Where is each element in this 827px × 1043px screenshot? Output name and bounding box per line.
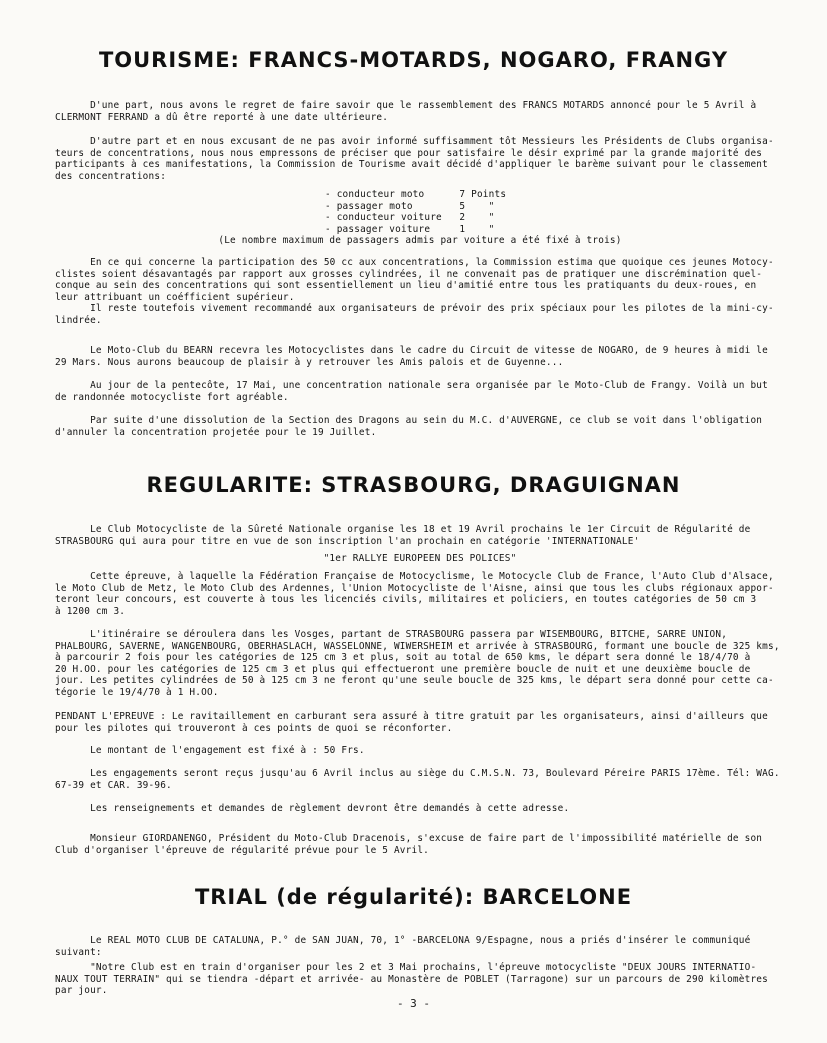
paragraph: En ce qui concerne la participation des 50 cc aux concentrations, la Commission estima que quoique ces jeunes Motocy- clistes soient désavantagés par rapport aux grosses cylindrées, il ne convenait pas de pratiquer une discrémination quel- conque au sein des concentrations qui sont essentiellement un lieu d'amitié entre tous les pratiquants du deux-roues, en leur attribuant un coéfficient supérieur. Il reste toutefois vivement recommandé aux organisateurs de prévoir des prix spéciaux pour les pilotes de la mini-cy- lindrée. xyxy=(55,257,774,326)
paragraph: Le Club Motocycliste de la Sûreté Nationale organise les 18 et 19 Avril prochains le 1er Circuit de Régularité de STRASBOURG qui aura pour titre en vue de son inscription l'an prochain en catégorie 'INTERNATIONALE' xyxy=(55,524,751,547)
points-list: - conducteur moto 7 Points - passager moto 5 " - conducteur voiture 2 " - passager voiture 1 " xyxy=(325,189,507,235)
section-heading-trial: TRIAL (de régularité): BARCELONE xyxy=(194,885,633,909)
paragraph: Par suite d'une dissolution de la Section des Dragons au sein du M.C. d'AUVERGNE, ce club se voit dans l'obligation d'annuler la concentration projetée pour le 19 Juillet. xyxy=(55,415,763,438)
paragraph: Le REAL MOTO CLUB DE CATALUNA, P.° de SAN JUAN, 70, 1° -BARCELONA 9/Espagne, nous a priés d'insérer le communiqué suivant: xyxy=(55,935,751,958)
section-heading-tourisme: TOURISME: FRANCS-MOTARDS, NOGARO, FRANGY xyxy=(98,48,729,72)
paragraph: (Le nombre maximum de passagers admis par voiture a été fixé à trois) xyxy=(218,235,622,246)
rallye-title: "1er RALLYE EUROPEEN DES POLICES" xyxy=(323,553,517,564)
paragraph: PENDANT L'EPREUVE : Le ravitaillement en carburant sera assuré à titre gratuit par les organisateurs, ainsi d'ailleurs que pour les pilotes qui trouveront à ces points de quoi se réconforter. xyxy=(55,711,768,734)
paragraph: Les engagements seront reçus jusqu'au 6 Avril inclus au siège du C.M.S.N. 73, Boulevard Péreire PARIS 17ème. Tél: WAG. 67-39 et CAR. 39-96. xyxy=(55,768,780,791)
paragraph: Au jour de la pentecôte, 17 Mai, une concentration nationale sera organisée par le Moto-Club de Frangy. Voilà un but de randonnée motocycliste fort agréable. xyxy=(55,380,768,403)
paragraph: "Notre Club est en train d'organiser pour les 2 et 3 Mai prochains, l'épreuve motocycliste "DEUX JOURS INTERNATIO- NAUX TOUT TERRAIN" qui se tiendra -départ et arrivée- au Monastère de POBLET (Tarragone) sur un parcours de 290 kilomètres par jour. xyxy=(55,962,768,997)
paragraph: Monsieur GIORDANENGO, Président du Moto-Club Dracenois, s'excuse de faire part de l'impossibilité matérielle de son Club d'organiser l'épreuve de régularité prévue pour le 5 Avril. xyxy=(55,833,763,856)
paragraph: D'autre part et en nous excusant de ne pas avoir informé suffisamment tôt Messieurs les Présidents de Clubs organisa- teurs de concentrations, nous nous empressons de préciser que pour satisfaire le désir exprimé par la grande majorité des participants à ces manifestations, la Commission de Tourisme avait décidé d'appliquer le barème suivant pour le classement des concentrations: xyxy=(55,136,774,182)
paragraph: L'itinéraire se déroulera dans les Vosges, partant de STRASBOURG passera par WISEMBOURG, BITCHE, SARRE UNION, PHALBOURG, SAVERNE, WANGENBOURG, OBERHASLACH, WASSELONNE, WIWERSHEIM et arrivée à STRASBOURG, formant une boucle de 325 kms, à parcourir 2 fois pour les catégories de 125 cm 3 et plus, soit au total de 650 kms, le départ sera donné le 18/4/70 à 20 H.OO. pour les catégories de 125 cm 3 et plus qui effectueront une première boucle de nuit et une deuxième boucle de jour. Les petites cylindrées de 50 à 125 cm 3 ne feront qu'une seule boucle de 325 kms, le départ sera donné pour cette ca- tégorie le 19/4/70 à 1 H.OO. xyxy=(55,629,780,698)
page-number: - 3 - xyxy=(396,997,431,1010)
paragraph: D'une part, nous avons le regret de faire savoir que le rassemblement des FRANCS MOTARDS annoncé pour le 5 Avril à CLERMONT FERRAND a dû être reporté à une date ultérieure. xyxy=(55,100,757,123)
paragraph: Cette épreuve, à laquelle la Fédération Française de Motocyclisme, le Motocycle Club de France, l'Auto Club d'Alsace, le Moto Club de Metz, le Moto Club des Ardennes, l'Union Motocycliste de l'Aisne, ainsi que tous les clubs régionaux appor- teront leur concours, est couverte à tous les licenciés civils, militaires et policiers, en toutes catégories de 50 cm 3 à 1200 cm 3. xyxy=(55,571,774,617)
paragraph: Le montant de l'engagement est fixé à : 50 Frs. xyxy=(55,745,365,756)
paragraph: Le Moto-Club du BEARN recevra les Motocyclistes dans le cadre du Circuit de vitesse de NOGARO, de 9 heures à midi le 29 Mars. Nous aurons beaucoup de plaisir à y retrouver les Amis palois et de Guyenne... xyxy=(55,345,768,368)
section-heading-regularite: REGULARITE: STRASBOURG, DRAGUIGNAN xyxy=(146,473,681,497)
paragraph: Les renseignements et demandes de règlement devront être demandés à cette adresse. xyxy=(55,803,570,814)
